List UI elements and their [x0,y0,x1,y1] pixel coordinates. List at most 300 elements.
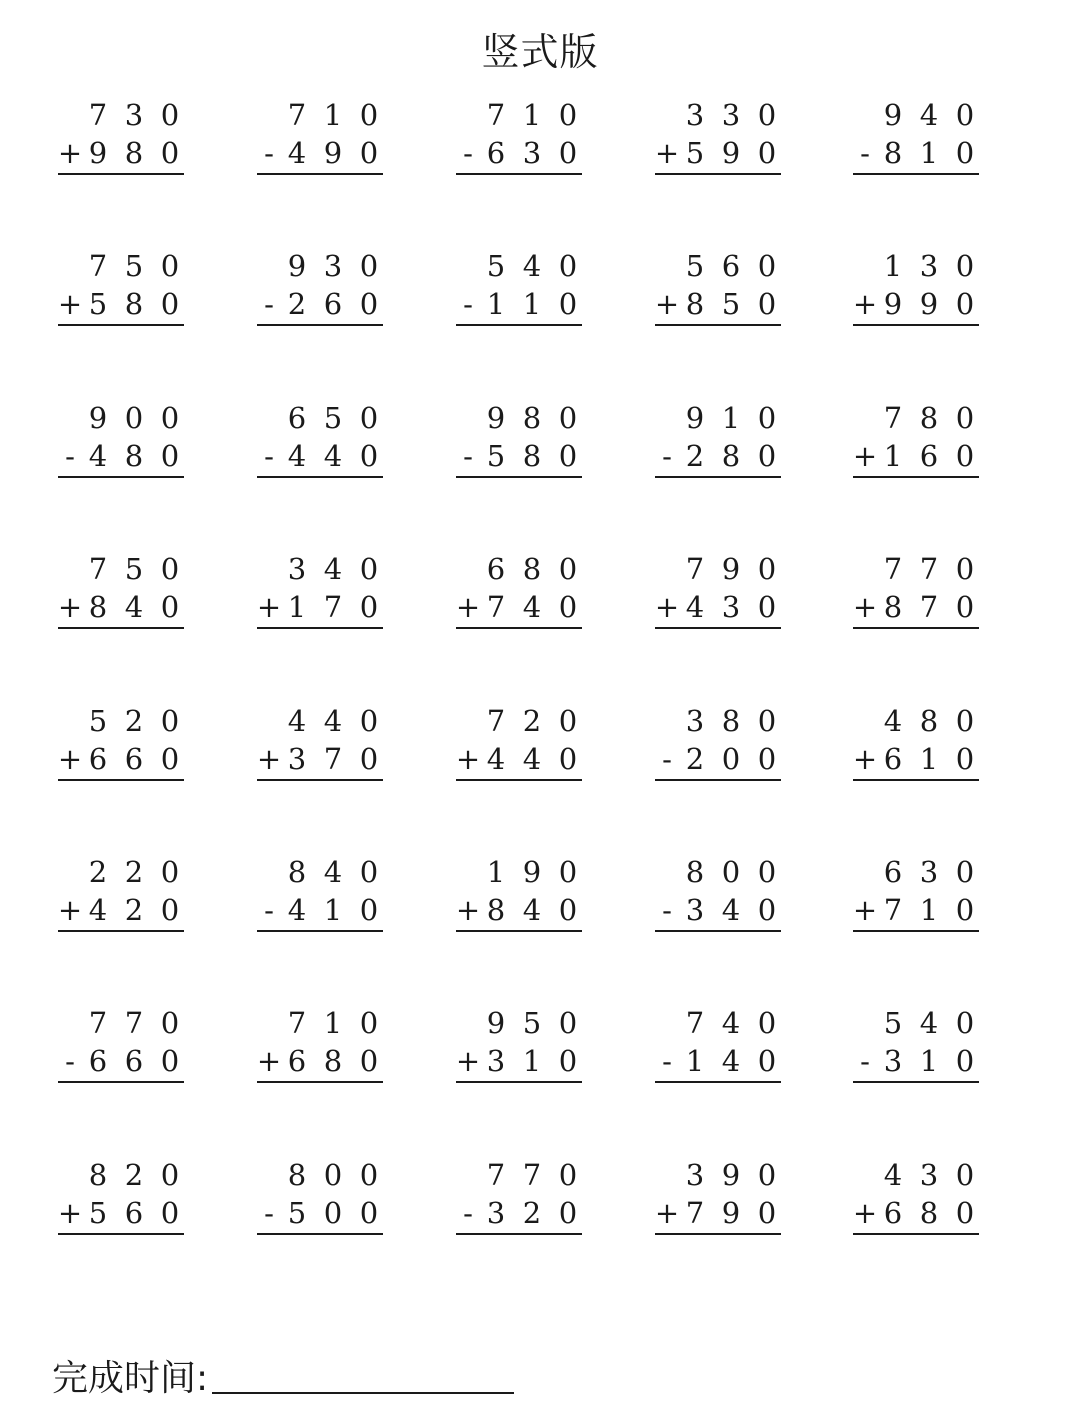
problem-r8-c2 [257,1158,383,1238]
operator: + [256,1044,282,1078]
bottom-digit: 0 [558,439,578,473]
bottom-digit: 7 [919,590,939,624]
top-digit: 4 [883,704,903,738]
top-digit: 6 [287,401,307,435]
bottom-digit: 0 [955,1196,975,1230]
problem-r4-c5 [853,552,979,632]
bottom-digit: 4 [486,742,506,776]
top-digit: 8 [88,1158,108,1192]
problem-r1-c3 [456,98,582,178]
bottom-digit: 4 [323,439,343,473]
bottom-digit: 2 [522,1196,542,1230]
answer-line [58,476,184,478]
top-digit: 0 [124,401,144,435]
bottom-digit: 4 [88,893,108,927]
answer-line [853,930,979,932]
bottom-digit: 6 [919,439,939,473]
operator: - [264,136,274,170]
problem-r2-c5 [853,249,979,329]
operator: - [463,439,473,473]
operator: + [256,742,282,776]
bottom-digit: 4 [522,742,542,776]
bottom-digit: 0 [160,893,180,927]
top-digit: 8 [685,855,705,889]
top-digit: 2 [124,855,144,889]
bottom-digit: 1 [522,1044,542,1078]
bottom-digit: 1 [486,287,506,321]
answer-line [58,779,184,781]
answer-line [456,779,582,781]
top-digit: 3 [124,98,144,132]
operator: - [662,1044,672,1078]
bottom-digit: 1 [883,439,903,473]
bottom-digit: 8 [88,590,108,624]
top-digit: 1 [323,1006,343,1040]
bottom-digit: 4 [287,893,307,927]
bottom-digit: 0 [757,1196,777,1230]
top-digit: 8 [522,552,542,586]
bottom-digit: 6 [287,1044,307,1078]
bottom-digit: 0 [558,136,578,170]
answer-line [58,627,184,629]
top-digit: 7 [486,98,506,132]
top-digit: 9 [721,552,741,586]
operator: + [455,1044,481,1078]
top-digit: 4 [721,1006,741,1040]
bottom-digit: 5 [88,1196,108,1230]
operator: - [463,287,473,321]
bottom-digit: 2 [685,742,705,776]
top-digit: 0 [359,1158,379,1192]
top-digit: 7 [287,98,307,132]
operator: - [860,1044,870,1078]
operator: - [463,1196,473,1230]
bottom-digit: 0 [757,287,777,321]
problem-r6-c4 [655,855,781,935]
bottom-digit: 8 [522,439,542,473]
bottom-digit: 0 [955,287,975,321]
top-digit: 1 [883,249,903,283]
bottom-digit: 4 [522,590,542,624]
top-digit: 2 [88,855,108,889]
top-digit: 4 [919,1006,939,1040]
top-digit: 0 [558,552,578,586]
operator: - [264,439,274,473]
top-digit: 0 [558,249,578,283]
bottom-digit: 0 [160,136,180,170]
bottom-digit: 9 [919,287,939,321]
problem-r5-c3 [456,704,582,784]
bottom-digit: 7 [323,590,343,624]
bottom-digit: 5 [88,287,108,321]
bottom-digit: 0 [359,742,379,776]
answer-line [257,1233,383,1235]
bottom-digit: 4 [124,590,144,624]
bottom-digit: 1 [685,1044,705,1078]
top-digit: 0 [757,401,777,435]
bottom-digit: 0 [955,136,975,170]
problem-r5-c2 [257,704,383,784]
top-digit: 0 [955,249,975,283]
top-digit: 5 [88,704,108,738]
bottom-digit: 0 [160,1196,180,1230]
bottom-digit: 4 [721,893,741,927]
bottom-digit: 6 [323,287,343,321]
top-digit: 0 [757,1006,777,1040]
top-digit: 0 [955,1158,975,1192]
bottom-digit: 9 [721,1196,741,1230]
top-digit: 9 [486,401,506,435]
bottom-digit: 3 [486,1044,506,1078]
bottom-digit: 0 [359,439,379,473]
bottom-digit: 6 [88,742,108,776]
bottom-digit: 8 [883,136,903,170]
bottom-digit: 3 [486,1196,506,1230]
top-digit: 8 [287,1158,307,1192]
top-digit: 0 [160,704,180,738]
bottom-digit: 4 [721,1044,741,1078]
top-digit: 0 [160,552,180,586]
top-digit: 7 [883,401,903,435]
answer-line [257,779,383,781]
operator: + [57,742,83,776]
top-digit: 2 [522,704,542,738]
bottom-digit: 4 [522,893,542,927]
top-digit: 7 [486,1158,506,1192]
operator: + [654,136,680,170]
operator: + [852,287,878,321]
answer-line [456,1081,582,1083]
problem-r8-c4 [655,1158,781,1238]
problem-r7-c2 [257,1006,383,1086]
problem-r6-c1 [58,855,184,935]
answer-line [456,324,582,326]
top-digit: 0 [359,98,379,132]
top-digit: 9 [88,401,108,435]
top-digit: 8 [721,704,741,738]
bottom-digit: 6 [124,742,144,776]
bottom-digit: 0 [757,742,777,776]
top-digit: 0 [160,249,180,283]
answer-line [853,627,979,629]
top-digit: 7 [88,98,108,132]
bottom-digit: 9 [883,287,903,321]
top-digit: 9 [522,855,542,889]
bottom-digit: 0 [359,590,379,624]
top-digit: 0 [359,552,379,586]
bottom-digit: 7 [685,1196,705,1230]
bottom-digit: 0 [160,742,180,776]
problem-r4-c2 [257,552,383,632]
operator: - [264,287,274,321]
problem-r5-c5 [853,704,979,784]
answer-line [655,324,781,326]
operator: + [455,893,481,927]
top-digit: 3 [919,855,939,889]
bottom-digit: 5 [721,287,741,321]
bottom-digit: 6 [124,1044,144,1078]
top-digit: 7 [919,552,939,586]
top-digit: 3 [919,249,939,283]
top-digit: 0 [160,401,180,435]
bottom-digit: 3 [287,742,307,776]
problem-r8-c5 [853,1158,979,1238]
answer-line [655,779,781,781]
top-digit: 0 [160,98,180,132]
top-digit: 0 [558,855,578,889]
operator: + [57,893,83,927]
bottom-digit: 0 [359,893,379,927]
top-digit: 8 [522,401,542,435]
bottom-digit: 1 [919,136,939,170]
top-digit: 9 [486,1006,506,1040]
bottom-digit: 8 [883,590,903,624]
operator: + [852,590,878,624]
bottom-digit: 6 [883,742,903,776]
bottom-digit: 1 [919,742,939,776]
top-digit: 8 [919,704,939,738]
top-digit: 0 [955,704,975,738]
problem-r2-c4 [655,249,781,329]
bottom-digit: 0 [359,136,379,170]
answer-line [58,173,184,175]
problem-r7-c4 [655,1006,781,1086]
operator: - [662,893,672,927]
bottom-digit: 5 [685,136,705,170]
top-digit: 0 [757,98,777,132]
top-digit: 0 [558,1006,578,1040]
operator: + [455,590,481,624]
top-digit: 1 [323,98,343,132]
top-digit: 0 [558,704,578,738]
bottom-digit: 2 [287,287,307,321]
bottom-digit: 0 [955,742,975,776]
top-digit: 6 [883,855,903,889]
bottom-digit: 0 [160,1044,180,1078]
top-digit: 7 [883,552,903,586]
operator: + [654,287,680,321]
top-digit: 0 [359,401,379,435]
bottom-digit: 6 [88,1044,108,1078]
bottom-digit: 6 [124,1196,144,1230]
problem-r6-c2 [257,855,383,935]
bottom-digit: 8 [124,439,144,473]
bottom-digit: 0 [359,1196,379,1230]
problem-r8-c1 [58,1158,184,1238]
problem-r3-c3 [456,401,582,481]
bottom-digit: 9 [323,136,343,170]
top-digit: 7 [685,552,705,586]
operator: - [264,1196,274,1230]
operator: + [852,1196,878,1230]
answer-line [58,930,184,932]
answer-line [257,627,383,629]
bottom-digit: 4 [287,439,307,473]
problem-r5-c1 [58,704,184,784]
top-digit: 6 [721,249,741,283]
operator: - [662,742,672,776]
bottom-digit: 4 [287,136,307,170]
top-digit: 0 [757,249,777,283]
problem-r4-c3 [456,552,582,632]
top-digit: 9 [883,98,903,132]
problem-r3-c4 [655,401,781,481]
answer-line [853,1233,979,1235]
completion-time-row [52,1352,514,1402]
answer-line [853,476,979,478]
top-digit: 0 [558,1158,578,1192]
operator: - [65,1044,75,1078]
answer-line [655,930,781,932]
top-digit: 0 [359,704,379,738]
top-digit: 0 [323,1158,343,1192]
problem-r1-c2 [257,98,383,178]
bottom-digit: 8 [486,893,506,927]
top-digit: 0 [160,1006,180,1040]
top-digit: 0 [955,401,975,435]
top-digit: 0 [558,401,578,435]
top-digit: 1 [721,401,741,435]
problem-r1-c1 [58,98,184,178]
top-digit: 7 [88,552,108,586]
answer-line [257,324,383,326]
bottom-digit: 3 [721,590,741,624]
operator: - [264,893,274,927]
answer-line [456,173,582,175]
top-digit: 2 [124,704,144,738]
top-digit: 4 [287,704,307,738]
top-digit: 7 [287,1006,307,1040]
top-digit: 3 [919,1158,939,1192]
top-digit: 0 [955,1006,975,1040]
bottom-digit: 0 [721,742,741,776]
top-digit: 4 [323,855,343,889]
problem-r1-c5 [853,98,979,178]
bottom-digit: 1 [919,1044,939,1078]
top-digit: 5 [323,401,343,435]
answer-line [655,1233,781,1235]
top-digit: 7 [88,1006,108,1040]
problem-r5-c4 [655,704,781,784]
bottom-digit: 9 [88,136,108,170]
answer-line [58,1233,184,1235]
top-digit: 4 [323,552,343,586]
bottom-digit: 5 [486,439,506,473]
bottom-digit: 0 [359,287,379,321]
problem-r2-c3 [456,249,582,329]
problem-r1-c4 [655,98,781,178]
bottom-digit: 1 [287,590,307,624]
problem-r8-c3 [456,1158,582,1238]
bottom-digit: 3 [685,893,705,927]
bottom-digit: 7 [486,590,506,624]
bottom-digit: 4 [88,439,108,473]
operator: + [57,287,83,321]
problem-r6-c5 [853,855,979,935]
bottom-digit: 2 [685,439,705,473]
top-digit: 5 [522,1006,542,1040]
answer-line [655,627,781,629]
top-digit: 5 [685,249,705,283]
top-digit: 6 [486,552,506,586]
bottom-digit: 0 [757,590,777,624]
operator: + [852,439,878,473]
bottom-digit: 7 [883,893,903,927]
problem-r6-c3 [456,855,582,935]
top-digit: 3 [685,98,705,132]
bottom-digit: 0 [955,1044,975,1078]
bottom-digit: 3 [522,136,542,170]
completion-time-blank [212,1392,514,1394]
bottom-digit: 0 [757,1044,777,1078]
top-digit: 0 [160,855,180,889]
top-digit: 0 [558,98,578,132]
answer-line [655,476,781,478]
problem-r7-c5 [853,1006,979,1086]
bottom-digit: 6 [486,136,506,170]
operator: + [455,742,481,776]
top-digit: 0 [757,855,777,889]
operator: + [654,1196,680,1230]
top-digit: 0 [757,1158,777,1192]
top-digit: 8 [919,401,939,435]
problem-r4-c1 [58,552,184,632]
bottom-digit: 0 [160,590,180,624]
top-digit: 0 [955,855,975,889]
bottom-digit: 0 [558,893,578,927]
bottom-digit: 9 [721,136,741,170]
top-digit: 4 [883,1158,903,1192]
answer-line [456,930,582,932]
bottom-digit: 0 [558,1044,578,1078]
top-digit: 3 [287,552,307,586]
top-digit: 4 [522,249,542,283]
bottom-digit: 8 [685,287,705,321]
answer-line [257,173,383,175]
answer-line [456,476,582,478]
answer-line [655,173,781,175]
problem-r7-c3 [456,1006,582,1086]
bottom-digit: 0 [558,590,578,624]
bottom-digit: 0 [558,1196,578,1230]
bottom-digit: 0 [558,742,578,776]
bottom-digit: 0 [955,590,975,624]
bottom-digit: 0 [757,893,777,927]
bottom-digit: 3 [883,1044,903,1078]
operator: + [57,1196,83,1230]
bottom-digit: 6 [883,1196,903,1230]
top-digit: 5 [486,249,506,283]
top-digit: 5 [124,552,144,586]
top-digit: 5 [883,1006,903,1040]
top-digit: 0 [160,1158,180,1192]
answer-line [853,779,979,781]
bottom-digit: 2 [124,893,144,927]
operator: - [65,439,75,473]
bottom-digit: 8 [721,439,741,473]
answer-line [655,1081,781,1083]
operator: - [662,439,672,473]
top-digit: 9 [287,249,307,283]
worksheet-title: 竖式版 [481,30,599,74]
operator: + [852,893,878,927]
operator: + [256,590,282,624]
top-digit: 7 [522,1158,542,1192]
answer-line [853,324,979,326]
problem-r7-c1 [58,1006,184,1086]
answer-line [58,324,184,326]
bottom-digit: 7 [323,742,343,776]
